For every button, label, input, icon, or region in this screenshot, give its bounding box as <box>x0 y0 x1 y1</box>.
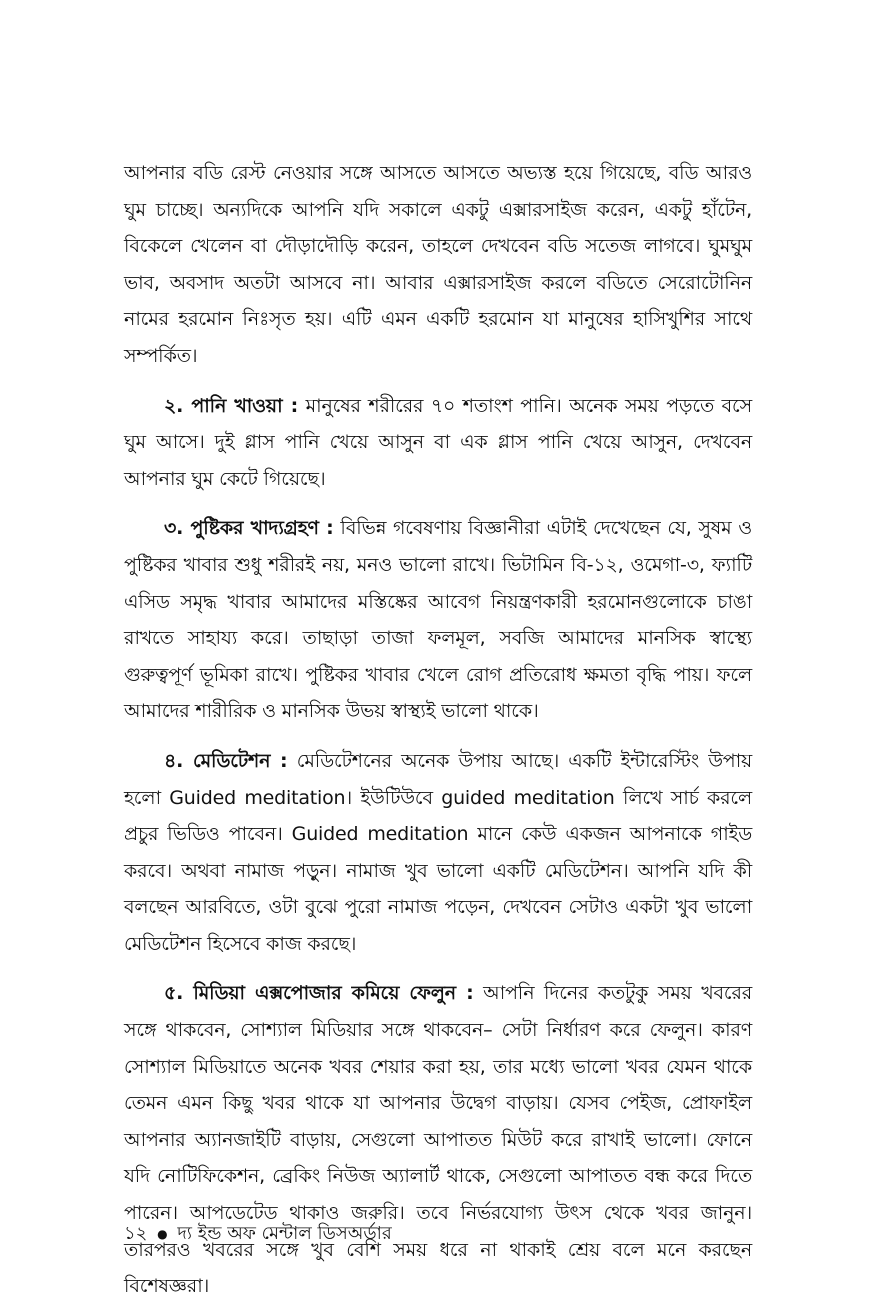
page-number: ১২ <box>124 1223 148 1244</box>
paragraph-text: বিভিন্ন গবেষণায় বিজ্ঞানীরা এটাই দেখেছেন যে, সুষম ও পুষ্টিকর খাবার শুধু শরীরই নয়, মনও ভালো রাখে। ভিটামিন বি-১২, ওমেগা-৩, ফ্যাটি এসিড সমৃদ্ধ খাবার আমাদের মস্তিষ্কের আবেগ নিয়ন্ত্রণকারী হরমোনগুলোকে চাঙা রাখতে সাহায্য করে। তাছাড়া তাজা ফলমূল, সবজি আমাদের মানসিক স্বাস্থ্যে গুরুত্বপূর্ণ ভূমিকা রাখে। পুষ্টিকর খাবার খেলে রোগ প্রতিরোধ ক্ষমতা বৃদ্ধি পায়। ফলে আমাদের শারীরিক ও মানসিক উভয় স্বাস্থ্যই ভালো থাকে। <box>124 517 753 723</box>
paragraph-exercise-continuation <box>124 155 752 375</box>
section-heading: ৪. মেডিটেশন : <box>164 749 288 772</box>
section-heading: ৩. পুষ্টিকর খাদ্যগ্রহণ : <box>164 517 334 540</box>
paragraph-text: মানুষের শরীরের ৭০ শতাংশ পানি। অনেক সময় পড়তে বসে ঘুম আসে। দুই গ্লাস পানি খেয়ে আসুন বা এক গ্লাস পানি খেয়ে আসুন, দেখবেন আপনার ঘুম কেটে গিয়েছে। <box>124 394 753 490</box>
section-heading: ২. পানি খাওয়া : <box>164 394 298 417</box>
page-body <box>124 155 752 1305</box>
paragraph-nutrition <box>124 510 752 730</box>
section-heading: ৫. মিডিয়া এক্সপোজার কমিয়ে ফেলুন : <box>164 982 474 1005</box>
page-footer <box>124 1222 392 1246</box>
bullet-separator: ● <box>157 1227 168 1241</box>
paragraph-meditation <box>124 743 752 963</box>
paragraph-drink-water <box>124 388 752 498</box>
book-title: দ্য ইন্ড অফ মেন্টাল ডিসঅর্ডার <box>177 1223 392 1244</box>
paragraph-text: মেডিটেশনের অনেক উপায় আছে। একটি ইন্টারেস্টিং উপায় হলো Guided meditation। ইউটিউবে guided meditation লিখে সার্চ করলে প্রচুর ভিডিও পাবেন। Guided meditation মানে কেউ একজন আপনাকে গাইড করবে। অথবা নামাজ পড়ুন। নামাজ খুব ভালো একটি মেডিটেশন। আপনি যদি কী বলছেন আরবিতে, ওটা বুঝে পুরো নামাজ পড়েন, দেখবেন সেটাও একটা খুব ভালো মেডিটেশন হিসেবে কাজ করছে। <box>124 749 753 955</box>
paragraph-media-exposure <box>124 975 752 1304</box>
paragraph-text: আপনার বডি রেস্ট নেওয়ার সঙ্গে আসতে আসতে অভ্যস্ত হয়ে গিয়েছে, বডি আরও ঘুম চাচ্ছে। অন্যদিকে আপনি যদি সকালে একটু এক্সারসাইজ করেন, একটু হাঁটেন, বিকেলে খেলেন বা দৌড়াদৌড়ি করেন, তাহলে দেখবেন বডি সতেজ লাগবে। ঘুমঘুম ভাব, অবসাদ অতটা আসবে না। আবার এক্সারসাইজ করলে বডিতে সেরোটোনিন নামের হরমোন নিঃসৃত হয়। এটি এমন একটি হরমোন যা মানুষের হাসিখুশির সাথে সম্পর্কিত। <box>124 162 752 367</box>
paragraph-text: আপনি দিনের কতটুকু সময় খবরের সঙ্গে থাকবেন, সোশ্যাল মিডিয়ার সঙ্গে থাকবেন– সেটা নির্ধারণ করে ফেলুন। কারণ সোশ্যাল মিডিয়াতে অনেক খবর শেয়ার করা হয়, তার মধ্যে ভালো খবর যেমন থাকে তেমন এমন কিছু খবর থাকে যা আপনার উদ্বেগ বাড়ায়। যেসব পেইজ, প্রোফাইল আপনার অ্যানজাইটি বাড়ায়, সেগুলো আপাতত মিউট করে রাখাই ভালো। ফোনে যদি নোটিফিকেশন, ব্রেকিং নিউজ অ্যালার্ট থাকে, সেগুলো আপাতত বন্ধ করে দিতে পারেন। আপডেটেড থাকাও জরুরি। তবে নির্ভরযোগ্য উৎস থেকে খবর জানুন। তারপরও খবরের সঙ্গে খুব বেশি সময় ধরে না থাকাই শ্রেয় বলে মনে করছেন বিশেষজ্ঞরা। <box>124 982 752 1298</box>
